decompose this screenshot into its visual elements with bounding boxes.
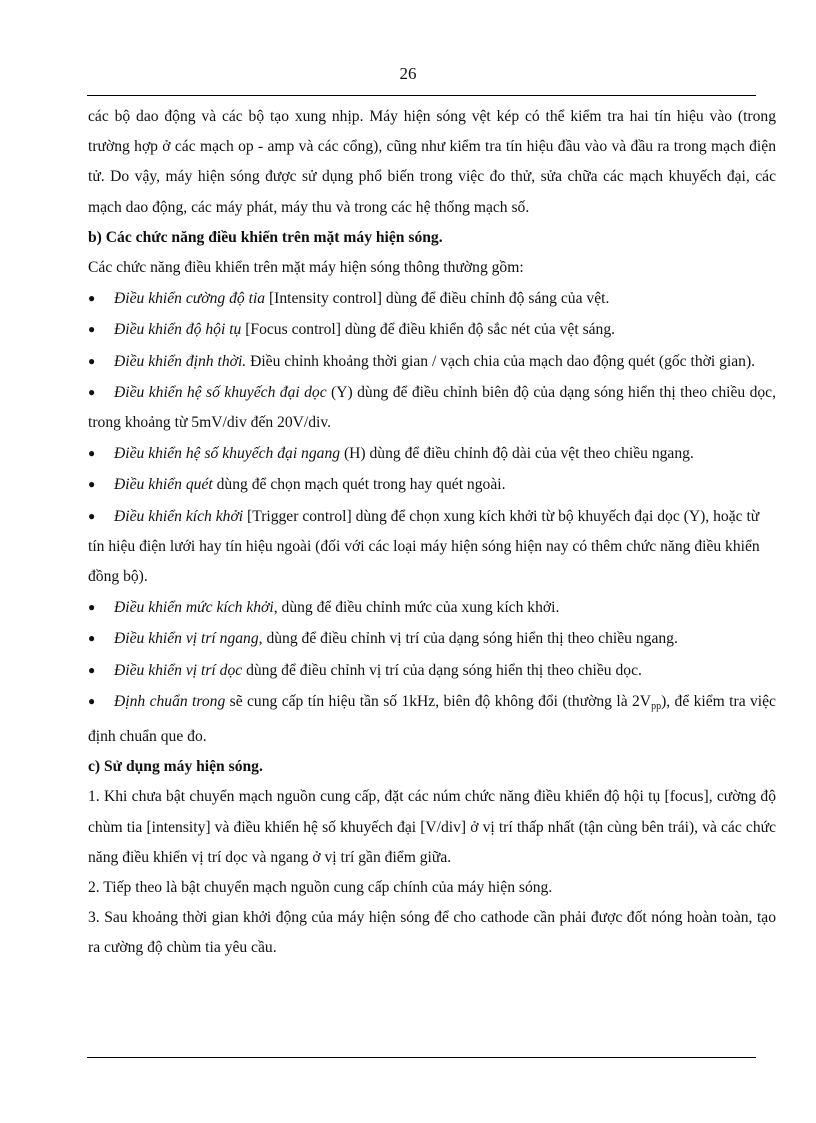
calibration-item: [88, 686, 776, 752]
control-function-term: Điều khiển hệ số khuyếch đại ngang: [114, 445, 341, 463]
page-number: 26: [399, 64, 417, 83]
bullet-icon: ●: [88, 353, 96, 368]
control-function-description: [Intensity control] dùng để điều chỉnh độ sáng của vệt.: [265, 290, 610, 308]
control-function-description: , dùng để điều chỉnh vị trí của dạng sóng hiển thị theo chiều ngang.: [258, 630, 678, 648]
usage-step-2: 2. Tiếp theo là bật chuyển mạch nguồn cung cấp chính của máy hiện sóng.: [88, 879, 553, 897]
control-function-item: [88, 592, 776, 623]
control-function-list: [88, 283, 776, 686]
bullet-icon: ●: [88, 693, 96, 708]
control-function-item: [88, 314, 776, 345]
bullet-icon: ●: [88, 662, 96, 677]
control-function-description: (H) dùng để điều chỉnh độ dài của vệt theo chiều ngang.: [340, 445, 694, 463]
control-function-item: [88, 283, 776, 314]
section-c-heading: c) Sử dụng máy hiện sóng.: [88, 758, 263, 776]
control-function-item: [88, 623, 776, 654]
bullet-icon: ●: [88, 477, 96, 492]
control-function-description: Điều chỉnh khoảng thời gian / vạch chia của mạch dao động quét (gốc thời gian).: [246, 352, 756, 370]
control-function-item: [88, 469, 776, 500]
control-function-term: Điều khiển vị trí ngang: [114, 630, 259, 648]
control-function-description: [Trigger control] dùng để chọn xung kích khởi từ bộ khuyếch đại dọc (Y), hoặc từ tín hiệu điện lưới hay tín hiệu ngoài (đối với các loại máy hiện sóng hiện nay có thêm chức năng điều khiển đồng bộ).: [88, 507, 760, 586]
footer-rule: [87, 1057, 756, 1058]
bullet-icon: ●: [88, 384, 96, 399]
control-function-description: , dùng để điều chỉnh mức của xung kích khởi.: [273, 599, 560, 617]
control-function-term: Điều khiển mức kích khởi: [114, 599, 274, 617]
calibration-text-after: ), để kiểm tra việc định chuẩn que đo.: [88, 692, 776, 746]
control-function-term: Điều khiển quét: [114, 476, 213, 494]
control-function-description: dùng để điều chỉnh vị trí của dạng sóng hiển thị theo chiều dọc.: [242, 661, 642, 679]
control-function-description: [Focus control] dùng để điều khiển độ sắc nét của vệt sáng.: [241, 321, 616, 339]
control-function-term: Điều khiển cường độ tia: [114, 290, 266, 308]
bullet-icon: ●: [88, 322, 96, 337]
control-function-term: Điều khiển kích khởi: [114, 507, 244, 525]
bullet-icon: ●: [88, 446, 96, 461]
control-function-description: dùng để chọn mạch quét trong hay quét ngoài.: [212, 476, 506, 494]
bullet-icon: ●: [88, 508, 96, 523]
usage-step-3: 3. Sau khoảng thời gian khởi động của máy hiện sóng để cho cathode cần phải được đốt nóng hoàn toàn, tạo ra cường độ chùm tia yêu cầu.: [88, 909, 776, 957]
calibration-subscript: pp: [651, 700, 662, 712]
calibration-text-before: sẽ cung cấp tín hiệu tần số 1kHz, biên độ không đổi (thường là 2V: [225, 692, 652, 710]
page-body: [88, 102, 776, 964]
section-b-lead: Các chức năng điều khiển trên mặt máy hiện sóng thông thường gồm:: [88, 259, 524, 277]
control-function-description: (Y) dùng để điều chỉnh biên độ của dạng sóng hiển thị theo chiều dọc, trong khoảng từ 5mV/div đến 20V/div.: [88, 383, 776, 432]
section-b-heading: b) Các chức năng điều khiển trên mặt máy hiện sóng.: [88, 228, 443, 246]
control-function-item: [88, 501, 776, 593]
control-function-item: [88, 438, 776, 469]
bullet-icon: ●: [88, 631, 96, 646]
bullet-icon: ●: [88, 600, 96, 615]
control-function-term: Điều khiển độ hội tụ: [114, 321, 242, 339]
control-function-term: Điều khiển vị trí dọc: [114, 661, 243, 679]
bullet-icon: ●: [88, 291, 96, 306]
control-function-term: Điều khiển định thời.: [114, 352, 247, 370]
control-function-item: [88, 655, 776, 686]
control-function-item: [88, 377, 776, 438]
intro-paragraph: các bộ dao động và các bộ tạo xung nhịp. Máy hiện sóng vệt kép có thể kiểm tra hai tín hiệu vào (trong trường hợp ở các mạch op - amp và các cổng), cũng như kiểm tra tín hiệu đầu vào và đầu ra trong mạch điện tử. Do vậy, máy hiện sóng được sử dụng phổ biến trong việc đo thử, sửa chữa các mạch khuyếch đại, các mạch dao động, các máy phát, máy thu và trong các hệ thống mạch số.: [88, 108, 776, 216]
header-rule: [87, 95, 756, 96]
control-function-term: Điều khiển hệ số khuyếch đại dọc: [114, 383, 327, 401]
control-function-item: [88, 346, 776, 377]
usage-step-1: 1. Khi chưa bật chuyển mạch nguồn cung cấp, đặt các núm chức năng điều khiển độ hội tụ [focus], cường độ chùm tia [intensity] và điều khiển hệ số khuyếch đại [V/div] ở vị trí thấp nhất (tận cùng bên trái), và các chức năng điều khiển vị trí dọc và ngang ở vị trí gần điểm giữa.: [88, 788, 776, 866]
calibration-term: Định chuẩn trong: [114, 692, 226, 710]
